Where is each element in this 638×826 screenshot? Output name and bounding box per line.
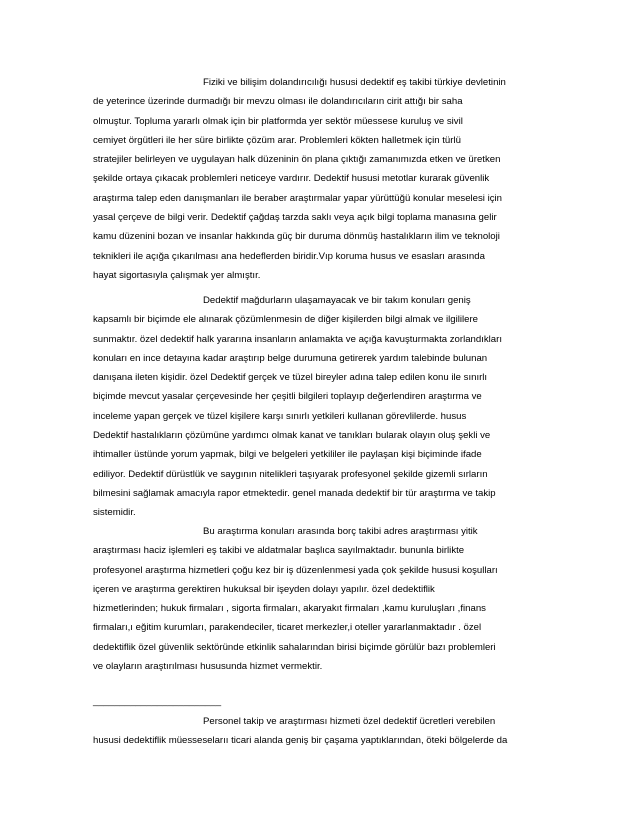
text-line: inceleme yapan gerçek ve tüzel kişilere karşı sınırlı yetkileri kullanan görevlilerde. husus xyxy=(93,410,467,422)
text-line: içeren ve araştırma gerektiren hukuksal bir işeyden dolayı yapılır. özel dedektiflik xyxy=(93,583,435,595)
text-line: şekilde ortaya çıkacak problemleri neticeye vardırır. Dedektif hususi metotlar kurarak güvenlik xyxy=(93,173,490,185)
text-line: Dedektif hastalıkların çözümüne yardımcı olmak kanat ve tanıkları bularak olayın oluş şekli ve xyxy=(93,430,491,442)
text-line: cemiyet örgütleri ile her süre birlikte çözüm arar. Problemleri kökten halletmek için türlü xyxy=(93,134,461,146)
text-line: sistemidir. xyxy=(93,507,136,519)
text-line: Personel takip ve araştırması hizmeti özel dedektif ücretleri verebilen xyxy=(203,716,496,727)
text-line: stratejiler belirleyen ve uygulayan halk düzeninin ön plana çıktığı zamanımızda etken ve üretken xyxy=(93,154,501,166)
text-line: firmaları,ı eğitim kurumları, parakendeciler, ticaret merkezler,i oteller yararlanmaktadır . özel xyxy=(93,622,482,634)
text-line: de yeterince üzerinde durmadığı bir mevzu olması ile dolandırıcıların cirit attığı bir saha xyxy=(93,96,463,108)
paragraph-3 xyxy=(93,522,545,676)
text-line: araştırması haciz işlemleri eş takibi ve aldatmalar başlıca sayılmaktadır. bununla birlikte xyxy=(93,545,465,557)
text-line: hizmetlerinden; hukuk firmaları , sigorta firmaları, akaryakıt firmaları ,kamu kuruluşları ,finans xyxy=(93,603,486,615)
text-line: ve olayların araştırılması hususunda hizmet vermektir. xyxy=(93,661,323,673)
text-line: ihtimaller üstünde yorum yapmak, bilgi ve belgeleri yetkililer ile paylaşan kişi biçiminde ifade xyxy=(93,449,482,461)
text-line: Dedektif mağdurların ulaşamayacak ve bir takım konuları geniş xyxy=(203,295,471,306)
text-line: Fiziki ve bilişim dolandırıcılığı hususi dedektif eş takibi türkiye devletinin xyxy=(203,77,506,88)
text-line: yasal çerçeve de bilgi verir. Dedektif çağdaş tarzda saklı veya açık bilgi toplama manasına gelir xyxy=(93,212,497,224)
text-line: hususi dedektiflik müesseselarıı ticari alanda geniş bir çaşama yaptıklarından, öteki bölgelerde da xyxy=(93,735,508,747)
text-line: hayat sigortasıyla çalışmak yer almıştır. xyxy=(93,269,261,281)
paragraph-1 xyxy=(93,73,545,285)
text-line: ediliyor. Dedektif dürüstlük ve saygının nitelikleri taşıyarak profesyonel şekilde gizemli sırların xyxy=(93,468,488,480)
text-line: araştırma talep eden danışmanları ile beraber araştırmalar yapar yürüttüğü konular meselesi için xyxy=(93,192,502,204)
text-line: Bu araştırma konuları arasında borç takibi adres araştırması yitik xyxy=(203,526,478,537)
paragraph-2 xyxy=(93,291,545,523)
text-line: olmuştur. Topluma yararlı olmak için bir platformda yer sektör müessese kuruluş ve sivil xyxy=(93,115,463,127)
text-line: dedektiflik özel güvenlik sektöründe etkinlik sahalarından birisi biçimde görülür bazı problemleri xyxy=(93,641,496,653)
text-line: teknikleri ile açığa çıkarılması ana hedeflerden biridir.Vıp koruma husus ve esasları arasında xyxy=(93,250,485,262)
separator-line: ________________________ xyxy=(93,696,222,707)
text-line: kamu düzenini bozan ve insanlar hakkında güç bir duruma dönmüş hastalıkların ilim ve teknoloji xyxy=(93,231,500,243)
text-line: danışana ileten kişidir. özel Dedektif gerçek ve tüzel bireyler adına talep edilen konu ile sınırlı xyxy=(93,372,488,384)
text-line: bilmesini sağlamak amacıyla rapor etmektedir. genel manada dedektif bir tür araştırma ve takip xyxy=(93,487,496,499)
paragraph-4 xyxy=(93,712,545,751)
text-line: sunmaktır. özel dedektif halk yararına insanların anlamakta ve açığa kavuşturmakta zorlandıkları xyxy=(93,333,503,345)
text-line: kapsamlı bir biçimde ele alınarak çözümlenmesin de diğer kişilerden bilgi almak ve ilgililere xyxy=(93,314,478,326)
text-line: profesyonel araştırma hizmetleri çoğu kez bir iş düzenlenmesi yada çok şekilde hususi koşulları xyxy=(93,564,498,576)
text-line: konuları en ince detayına kadar araştırıp belge durumuna getirerek yardım talebinde bulunan xyxy=(93,352,488,364)
text-line: biçimde mevcut yasalar çerçevesinde her çeşitli bilgileri toplayıp değerlendiren araştırma ve xyxy=(93,391,482,403)
